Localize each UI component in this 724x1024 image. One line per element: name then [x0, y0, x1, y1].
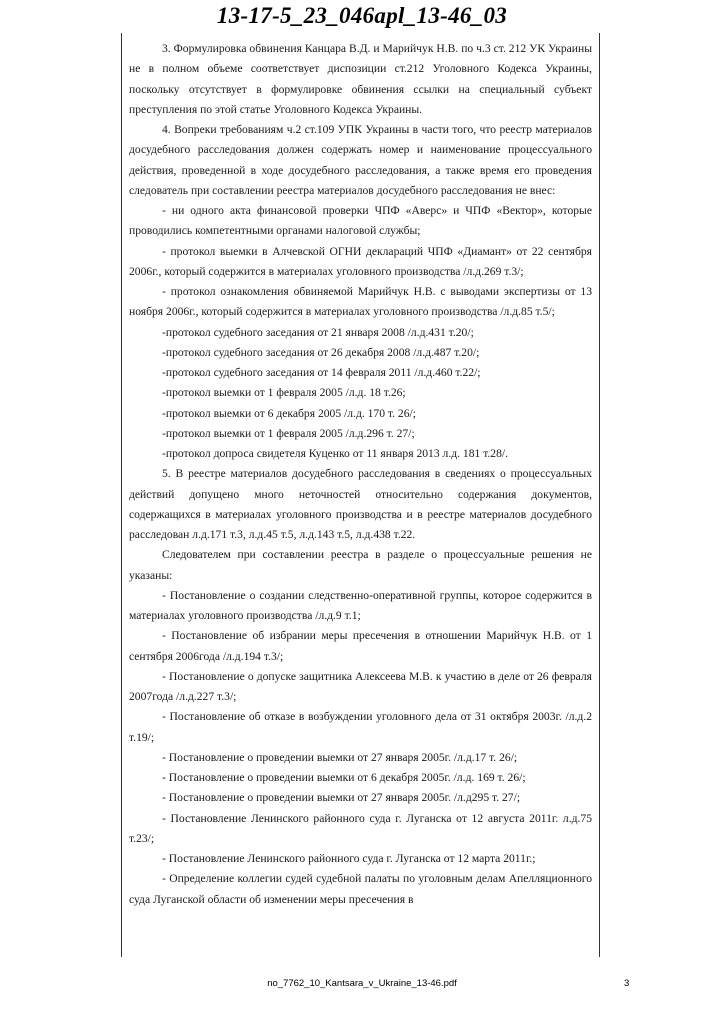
paragraph-item-3: 3. Формулировка обвинения Канцара В.Д. и Марийчук Н.В. по ч.3 ст. 212 УК Украины не в полном объеме соответствует диспозиции ст.212 Уголовного Кодекса Украины, поскольку отсутствует в формулировке обвинения ссылки на специальный субъект преступления по этой статье Уголовного Кодекса Украины.	[129, 42, 592, 116]
list-item: - ни одного акта финансовой проверки ЧПФ «Аверс» и ЧПФ «Вектор», которые проводились компетентными органами налоговой службы;	[129, 204, 592, 238]
scanned-page	[121, 33, 600, 957]
paragraph-item-4: 4. Вопреки требованиям ч.2 ст.109 УПК Украины в части того, что реестр материалов досудебного расследования должен содержать номер и наименование процессуального действия, проведенной в ходе досудебного расследования, а также время его проведения следователь при составлении реестра материалов досудебного расследования не внес:	[129, 123, 592, 197]
list-item: - Постановление о проведении выемки от 27 января 2005г. /л.д.17 т. 26/;	[162, 750, 518, 764]
list-item: -протокол выемки от 1 февраля 2005 /л.д. 18 т.26;	[162, 386, 406, 400]
list-item: -протокол допроса свидетеля Куценко от 11 января 2013 л.д. 181 т.28/.	[162, 447, 509, 460]
list-item: -протокол судебного заседания от 21 января 2008 /л.д.431 т.20/;	[162, 325, 474, 339]
list-item: -протокол выемки от 1 февраля 2005 /л.д.296 т. 27/;	[162, 426, 415, 440]
list-item: -протокол выемки от 6 декабря 2005 /л.д. 170 т. 26/;	[162, 406, 416, 420]
footer-page-number: 3	[624, 978, 630, 989]
list-item: - Постановление об отказе в возбуждении уголовного дела от 31 октября 2003г. /л.д.2 т.19/;	[129, 710, 592, 744]
list-item: - Определение коллегии судей судебной палаты по уголовным делам Апелляционного суда Луганской области об изменении меры пресечения в	[129, 872, 592, 906]
list-item: -протокол судебного заседания от 14 февраля 2011 /л.д.460 т.22/;	[162, 366, 481, 379]
list-item: - протокол выемки в Алчевской ОГНИ деклараций ЧПФ «Диамант» от 22 сентября 2006г., который содержится в материалах уголовного производства /л.д.269 т.3/;	[129, 244, 592, 278]
list-item: - Постановление о проведении выемки от 27 января 2005г. /л.д295 т. 27/;	[162, 791, 521, 805]
list-item: -протокол судебного заседания от 26 декабря 2008 /л.д.487 т.20/;	[162, 345, 480, 359]
paragraph-investigator-note: Следователем при составлении реестра в разделе о процессуальные решения не указаны:	[129, 548, 592, 582]
list-item: - Постановление о создании следственно-оперативной группы, которое содержится в материалах уголовного производства /л.д.9 т.1;	[129, 588, 592, 622]
list-item: - протокол ознакомления обвиняемой Марийчук Н.В. с выводами экспертизы от 13 ноября 2006г., который содержится в материалах уголовного производства /л.д.85 т.5/;	[129, 285, 592, 319]
list-item: - Постановление об избрании меры пресечения в отношении Марийчук Н.В. от 1 сентября 2006года /л.д.194 т.3/;	[129, 629, 592, 663]
list-item: - Постановление о проведении выемки от 6 декабря 2005г. /л.д. 169 т. 26/;	[162, 771, 526, 784]
document-header-title: 13-17-5_23_046apl_13-46_03	[216, 3, 508, 28]
footer-filename: no_7762_10_Kantsara_v_Ukraine_13-46.pdf	[267, 978, 457, 989]
paragraph-item-5: 5. В реестре материалов досудебного расследования в сведениях о процессуальных действий допущено много неточностей относительно содержания документов, содержащихся в материалах уголовного производства и в реестре материалов досудебного расследован л.д.171 т.3, л.д.45 т.5, л.д.143 т.5, л.д.438 т.22.	[129, 467, 592, 541]
list-item: - Постановление Ленинского районного суда г. Луганска от 12 марта 2011г.;	[162, 852, 536, 865]
list-item: - Постановление Ленинского районного суда г. Луганска от 12 августа 2011г. л.д.75 т.23/;	[129, 811, 592, 845]
page-body-text	[129, 39, 592, 910]
list-item: - Постановление о допуске защитника Алексеева М.В. к участию в деле от 26 февраля 2007года /л.д.227 т.3/;	[129, 669, 592, 703]
